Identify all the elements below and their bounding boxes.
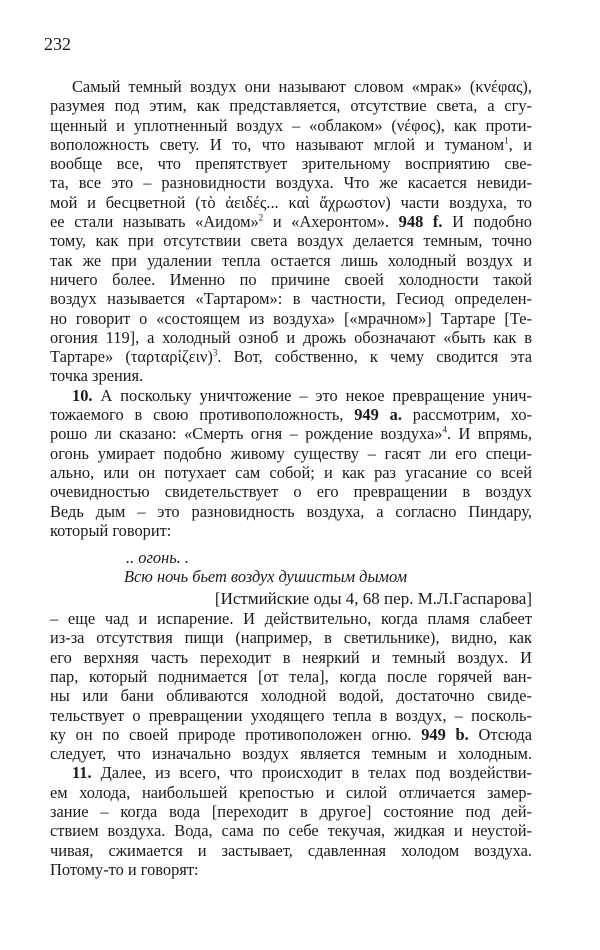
text-line [50,173,532,192]
text-segment: ем холода, наибольшей крепостью и силой отличается замер- [50,782,532,802]
section-marker: 949 b. [421,724,469,744]
text-segment: тому, как при отсутствии света воздух делается темным, точно [50,231,532,251]
text-line [50,648,532,667]
text-segment: воположность свету. И то, что называют мглой и туманом [50,134,505,154]
text-segment: огония 119], а холодный озноб и дрожь обозначают «быть как в [50,327,532,347]
text-segment: следует, что изначально воздух является темным и холодным. [50,744,532,764]
text-line [50,77,532,96]
footnote-marker: 2 [258,212,264,223]
text-line [50,116,532,135]
text-segment: рошо ли сказано: «Смерть огня – рождение воздуха» [50,424,443,444]
text-segment: ее стали называть «Аидом» [50,212,259,232]
section-marker: 11. [72,763,92,783]
text-line [50,521,532,540]
text-line [50,251,532,270]
text-segment: и «Ахеронтом». [263,212,399,232]
text-segment: пар, который поднимается [от тела], когда после горячей ван- [50,666,532,686]
text-segment: Отсюда [468,724,533,744]
text-line [50,686,532,705]
text-segment: мой и бесцветной (τὸ ἀειδές... καὶ ἄχρωστον) части воздуха, то [50,192,532,212]
body-text [50,77,532,879]
text-line [50,502,532,521]
text-line [50,386,532,405]
text-segment: точка зрения. [50,366,144,386]
text-line [50,212,532,231]
text-line [50,424,532,443]
section-marker: 949 a. [354,405,402,425]
text-line [50,444,532,463]
text-line [50,347,532,366]
text-line [50,309,532,328]
text-segment: вообще все, что препятствует зрительному восприятию све- [50,154,532,174]
text-segment: Потому-то и говорят: [50,859,199,879]
text-segment: ку он по своей природе противоположен огню. [50,724,422,744]
text-segment: Тартаре» (ταρταρίζειν) [50,347,213,367]
text-line [50,405,532,424]
text-line [50,725,532,744]
text-segment: воздух называется «Тартаром»: в частности, Гесиод определен- [50,289,532,309]
text-segment: его верхняя часть переходит в неяркий и темный воздух. И [50,647,532,667]
section-marker: 10. [72,385,93,405]
text-segment: огонь умирает подобно живому существу – гасят ли его специ- [50,443,532,463]
text-segment: , и [508,134,532,154]
text-segment: чивая, сжимается и застывает, сдавленная холодом воздуха. [50,840,532,860]
text-segment: Далее, из всего, что происходит в телах под воздействи- [91,763,532,783]
text-line [50,328,532,347]
text-line [50,289,532,308]
text-line [50,193,532,212]
text-segment: – еще чад и испарение. И действительно, когда пламя слабеет [50,609,532,629]
text-segment: так же при удалении тепла остается лишь холодный воздух и [50,250,532,270]
text-segment: ально, или он потухает сам собой; и как раз угасание со всей [50,462,532,482]
text-line [50,231,532,250]
quotation-line [50,589,532,608]
text-line [50,706,532,725]
text-line [50,841,532,860]
text-segment: А поскольку уничтожение – это некое превращение унич- [92,385,532,405]
page-number: 232 [44,34,71,54]
text-segment: очевидностью свидетельствует о его превращении в воздух [50,482,532,502]
text-segment: ны или бани обливаются холодной водой, достаточно свиде- [50,686,532,706]
quotation-line [50,548,532,567]
text-line [50,135,532,154]
text-line [50,609,532,628]
text-segment: из-за отсутствия пищи (например, в светильнике), видно, как [50,628,532,648]
text-segment: зание – когда вода [переходит в другое] состояние под дей- [50,801,532,821]
text-line [50,96,532,115]
text-line [50,821,532,840]
text-segment: И подобно [442,212,532,232]
text-segment: Всю ночь бьет воздух душистым дымом [124,567,408,587]
text-segment: разумея под этим, как представляется, отсутствие света, а сгу- [50,96,532,116]
text-line [50,463,532,482]
quotation-line [50,567,532,586]
text-line [50,802,532,821]
text-segment: Ведь дым – это разновидность воздуха, а согласно Пиндару, [50,501,532,521]
text-line [50,154,532,173]
text-line [50,763,532,782]
text-segment: который говорит: [50,520,172,540]
footnote-marker: 4 [442,424,447,435]
text-segment: ничего более. Именно по причине своей холодности такой [50,269,532,289]
footnote-marker: 3 [212,347,218,358]
text-segment: Самый темный воздух они называют словом «мрак» (κνέφας), [72,77,532,96]
text-segment: тельствует о превращении уходящего тепла в воздух, – посколь- [50,705,532,725]
text-segment: щенный и уплотненный воздух – «облаком» (νέφος), как проти- [50,115,532,135]
text-segment: . Вот, собственно, к чему сводится эта [217,347,532,367]
text-line [50,628,532,647]
text-segment: но говорит о «состоящем из воздуха» [«мрачном»] Тартаре [Те- [50,308,532,328]
text-line [50,482,532,501]
text-segment: . И впрямь, [446,424,532,444]
text-segment: тожаемого в свою противоположность, [50,405,355,425]
text-segment: .. огонь. . [126,548,189,568]
text-line [50,270,532,289]
text-line [50,667,532,686]
text-segment: [Истмийские оды 4, 68 пер. М.Л.Гаспарова] [214,588,532,608]
text-line [50,860,532,879]
text-segment: та, все это – разновидности воздуха. Что же касается невиди- [50,173,532,193]
text-segment: рассмотрим, хо- [401,405,532,425]
text-line [50,783,532,802]
footnote-marker: 1 [504,135,509,146]
text-line [50,744,532,763]
text-line [50,366,532,385]
section-marker: 948 f. [398,212,443,232]
text-segment: ствием воздуха. Вода, сама по себе текучая, жидкая и неустой- [50,821,532,841]
